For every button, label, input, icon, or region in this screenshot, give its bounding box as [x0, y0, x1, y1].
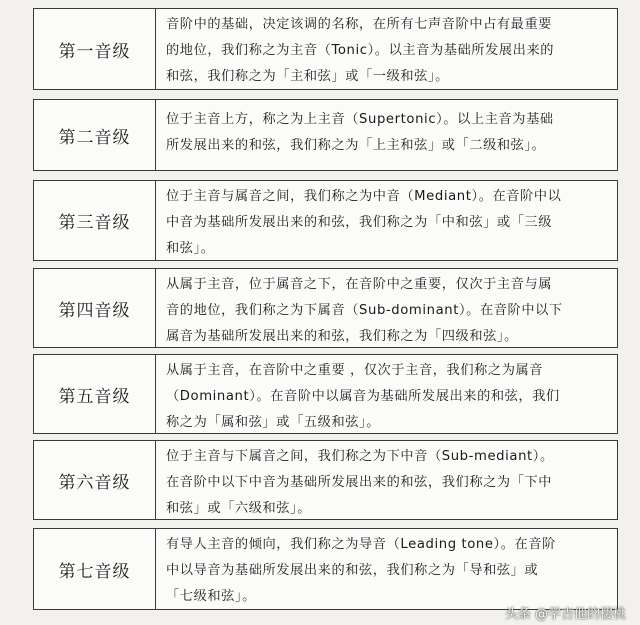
degree-description [156, 181, 617, 260]
degree-name: 第七音级 [34, 529, 156, 609]
degree-description [156, 355, 617, 433]
degree-description [156, 100, 617, 170]
table-row [33, 8, 618, 90]
description-line: 从属于主音，位于属音之下，在音阶中之重要，仅次于主音与属 [166, 277, 553, 292]
description-line: 位于主音与属音之间，我们称之为中音（Mediant）。在音阶中以 [166, 189, 562, 204]
description-line: 的地位，我们称之为主音（Tonic）。以主音为基础所发展出来的 [166, 43, 555, 58]
degree-description [156, 269, 617, 347]
degree-name: 第二音级 [34, 100, 156, 170]
degree-description [156, 529, 617, 609]
table-row [33, 528, 618, 610]
description-line: 从属于主音，在音阶中之重要 ，仅次于主音，我们称之为属音 [166, 363, 544, 378]
degree-name: 第三音级 [34, 181, 156, 260]
table-row [33, 354, 618, 434]
description-line: 属音为基础所发展出来的和弦，我们称之为「四级和弦」。 [166, 329, 518, 344]
table-row [33, 440, 618, 520]
description-line: 称之为「属和弦」或「五级和弦」。 [166, 415, 380, 430]
description-line: 在音阶中以下中音为基础所发展出来的和弦，我们称之为「下中 [166, 475, 553, 490]
description-line: 中音为基础所发展出来的和弦，我们称之为「中和弦」或「三级 [166, 215, 553, 230]
degree-description [156, 9, 617, 89]
description-line: 和弦」。 [166, 241, 215, 256]
description-line: 所发展出来的和弦，我们称之为「上主和弦」或「二级和弦」。 [166, 138, 546, 153]
description-line: 中以导音为基础所发展出来的和弦，我们称之为「导和弦」或 [166, 563, 539, 578]
table-row [33, 99, 618, 171]
description-line: （Dominant）。在音阶中以属音为基础所发展出来的和弦，我们 [166, 389, 560, 404]
table-row [33, 180, 618, 261]
degree-name: 第一音级 [34, 9, 156, 89]
description-line: 有导人主音的倾向，我们称之为导音（Leading tone）。在音阶 [166, 537, 556, 552]
description-line: 位于主音上方，称之为上主音（Supertonic）。以上主音为基础 [166, 112, 554, 127]
description-line: 音的地位，我们称之为下属音（Sub-dominant）。在音阶中以下 [166, 303, 563, 318]
watermark: 头条 @学吉他的樱桃 [504, 607, 626, 622]
description-line: 音阶中的基础，决定该调的名称，在所有七声音阶中占有最重要 [166, 17, 553, 32]
table-row [33, 268, 618, 348]
degree-name: 第五音级 [34, 355, 156, 433]
degree-description [156, 441, 617, 519]
description-line: 和弦，我们称之为「主和弦」或「一级和弦」。 [166, 69, 449, 84]
description-line: 和弦」或「六级和弦」。 [166, 501, 312, 516]
description-line: 位于主音与下属音之间，我们称之为下中音（Sub-mediant）。 [166, 449, 554, 464]
degree-name: 第六音级 [34, 441, 156, 519]
description-line: 「七级和弦」。 [166, 589, 256, 604]
degree-name: 第四音级 [34, 269, 156, 347]
